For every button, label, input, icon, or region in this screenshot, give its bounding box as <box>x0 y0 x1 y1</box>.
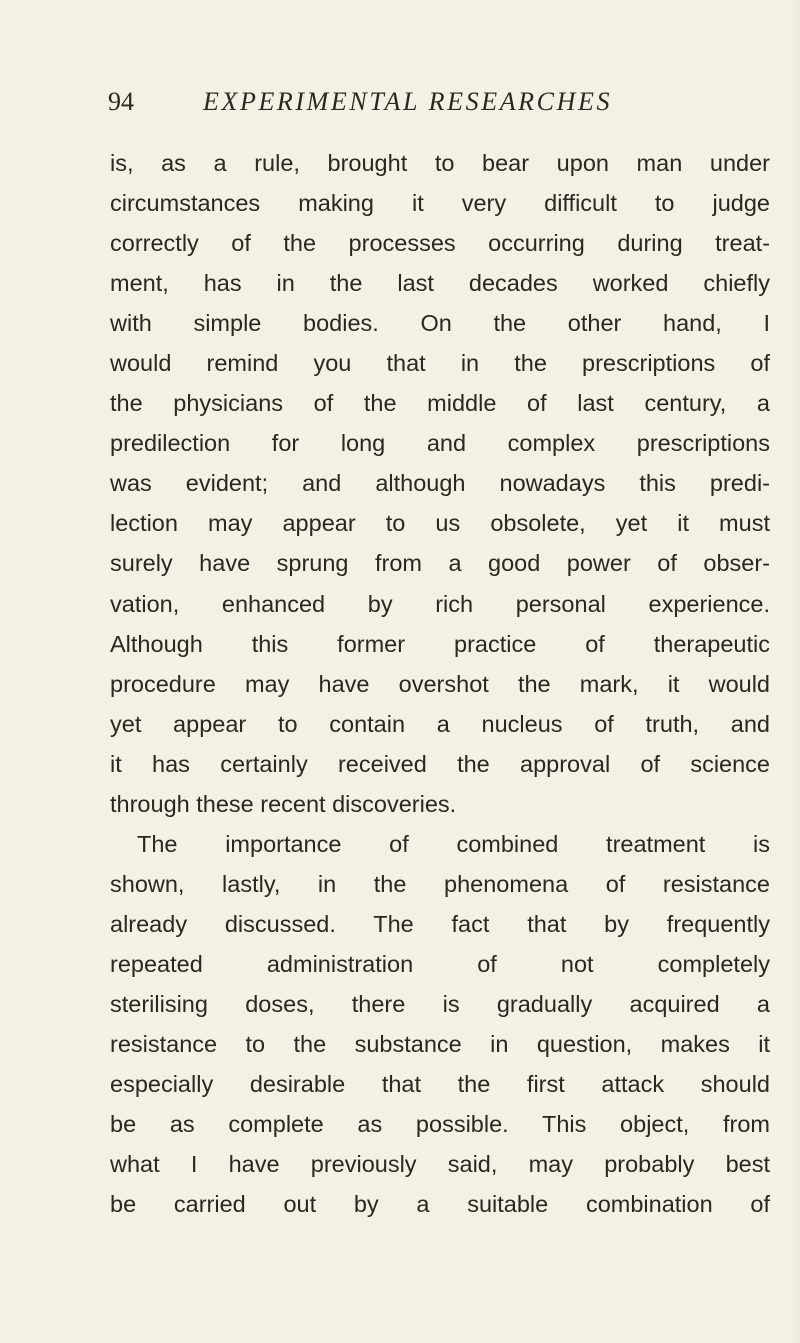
text-line: already discussed. The fact that by frequently <box>110 910 770 937</box>
text-line: it has certainly received the approval of science <box>110 750 770 777</box>
text-line: be carried out by a suitable combination of <box>110 1191 770 1218</box>
text-line: resistance to the substance in question, makes it <box>110 1031 770 1058</box>
text-line: sterilising doses, there is gradually acquired a <box>110 990 770 1017</box>
text-line: vation, enhanced by rich personal experience. <box>110 590 770 617</box>
text-line: was evident; and although nowadays this predi- <box>110 470 770 497</box>
text-line: lection may appear to us obsolete, yet it must <box>110 510 770 537</box>
text-line: with simple bodies. On the other hand, I <box>110 310 770 337</box>
text-line: correctly of the processes occurring during treat- <box>110 230 770 257</box>
text-line: is, as a rule, brought to bear upon man under <box>110 150 770 176</box>
text-line: The importance of combined treatment is <box>137 830 770 857</box>
text-line: the physicians of the middle of last century, a <box>110 390 770 417</box>
text-line: what I have previously said, may probably best <box>110 1151 770 1178</box>
text-line: predilection for long and complex prescriptions <box>110 430 770 457</box>
body-text <box>110 143 770 1224</box>
text-line: yet appear to contain a nucleus of truth, and <box>110 710 770 737</box>
text-line: be as complete as possible. This object, from <box>110 1111 770 1138</box>
text-line: Although this former practice of therapeutic <box>110 630 770 657</box>
text-line: through these recent discoveries. <box>110 790 457 817</box>
running-title: EXPERIMENTAL RESEARCHES <box>203 87 613 116</box>
page-edge <box>790 0 800 1343</box>
text-line: procedure may have overshot the mark, it would <box>110 670 770 697</box>
page-number: 94 <box>108 87 134 116</box>
text-line: repeated administration of not completely <box>110 950 770 977</box>
text-line: circumstances making it very difficult to judge <box>110 190 770 217</box>
text-line: surely have sprung from a good power of obser- <box>110 550 770 577</box>
text-line: ment, has in the last decades worked chiefly <box>110 270 770 297</box>
text-line: especially desirable that the first attack should <box>110 1071 770 1098</box>
text-line: shown, lastly, in the phenomena of resistance <box>110 870 770 897</box>
running-head <box>108 84 668 124</box>
text-line: would remind you that in the prescriptions of <box>110 350 770 377</box>
